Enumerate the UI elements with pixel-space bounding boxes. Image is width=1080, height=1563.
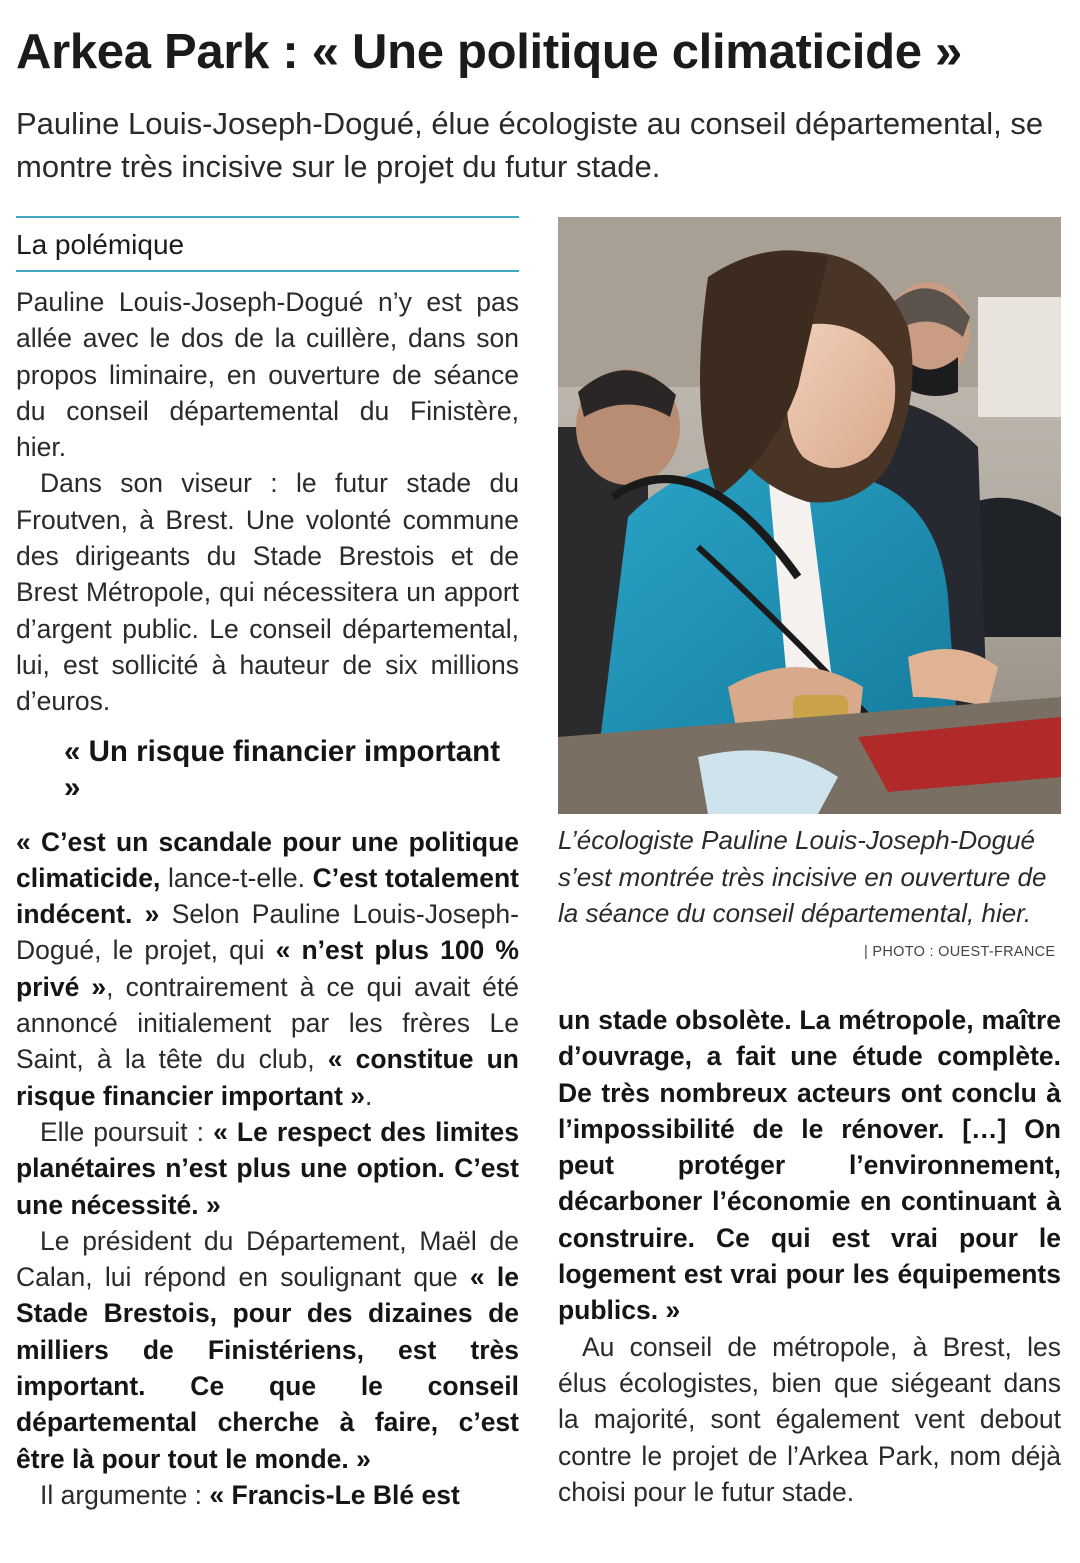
left-column <box>16 216 519 1513</box>
quote-limites: « Le respect des limites planétaires n’est plus une option. C’est une nécessité. » <box>16 1116 519 1220</box>
subhead: « Un risque financier important » <box>64 734 501 804</box>
paragraph-poursuit <box>16 1114 519 1223</box>
text-period: . <box>365 1080 373 1111</box>
right-column <box>558 1002 1061 1510</box>
paragraph-viseur: Dans son viseur : le futur stade du Froutven, à Brest. Une volonté commune des dirigeants du Stade Brestois et de Brest Métropole, qui nécessitera un apport d’argent public. Le conseil départemental, lui, est sollicité à hauteur de six millions d’euros. <box>16 468 519 717</box>
quote-francis-le-ble: « Francis-Le Blé est <box>209 1479 460 1510</box>
quote-stade-brestois: « le Stade Brestois, pour des dizaines de milliers de Finistériens, est très important. Ce que le conseil départemental cherche à faire, c’est être là pour tout le monde. » <box>16 1262 520 1474</box>
photo-illustration <box>558 217 1061 814</box>
quote-risque: « constitue un risque financier important » <box>16 1044 519 1111</box>
paragraph-metropole: Au conseil de métropole, à Brest, les élus écologistes, bien que siégeant dans la majorité, sont également vent debout contre le projet de l’Arkea Park, nom déjà choisi pour le futur stade. <box>558 1331 1061 1507</box>
paragraph-intro: Pauline Louis-Joseph-Dogué n’y est pas allée avec le dos de la cuillère, dans son propos liminaire, en ouverture de séance du conseil départemental du Finistère, hier. <box>16 287 519 463</box>
text-selon: Selon Pauline Louis-Joseph-Dogué, le projet, qui <box>16 899 519 966</box>
rubric-bottom-rule <box>16 270 519 272</box>
text-lance: lance-t-elle. <box>160 862 313 893</box>
quote-prive: « n’est plus 100 % privé » <box>16 935 519 1002</box>
paragraph-argumente <box>16 1477 519 1513</box>
quote-scandale: « C’est un scandale pour une politique climaticide, <box>16 826 519 893</box>
article-photo <box>558 217 1061 814</box>
headline: Arkea Park : « Une politique climaticide » <box>16 25 962 79</box>
quote-indecent: C’est totalement indécent. » <box>16 862 519 930</box>
photo-caption: L’écologiste Pauline Louis-Joseph-Dogué s’est montrée très incisive en ouverture de la séance du conseil départemental, hier. <box>558 825 1047 928</box>
standfirst: Pauline Louis-Joseph-Dogué, élue écologiste au conseil départemental, se montre très incisive sur le projet du futur stade. <box>16 106 1044 184</box>
quote-obsolete: un stade obsolète. La métropole, maître d’ouvrage, a fait une étude complète. De très nombreux acteurs ont conclu à l’impossibilité de le rénover. […] On peut protéger l’environnement, décarboner l’économie en continuant à construire. Ce qui est vrai pour le logement est vrai pour les équipements publics. » <box>558 1005 1061 1326</box>
paragraph-obsolete <box>558 1002 1061 1329</box>
paragraph-scandale <box>16 824 519 1114</box>
text-argumente: Il argumente : <box>40 1479 210 1510</box>
text-president: Le président du Département, Maël de Calan, lui répond en soulignant que <box>16 1225 519 1293</box>
photo-credit: | PHOTO : OUEST-FRANCE <box>864 944 1056 960</box>
text-contrairement: , contrairement à ce qui avait été annoncé initialement par les frères Le Saint, à la tête du club, <box>16 971 519 1075</box>
paragraph-president <box>16 1223 519 1477</box>
rubric-label: La polémique <box>16 229 185 260</box>
text-poursuit: Elle poursuit : <box>40 1116 214 1147</box>
